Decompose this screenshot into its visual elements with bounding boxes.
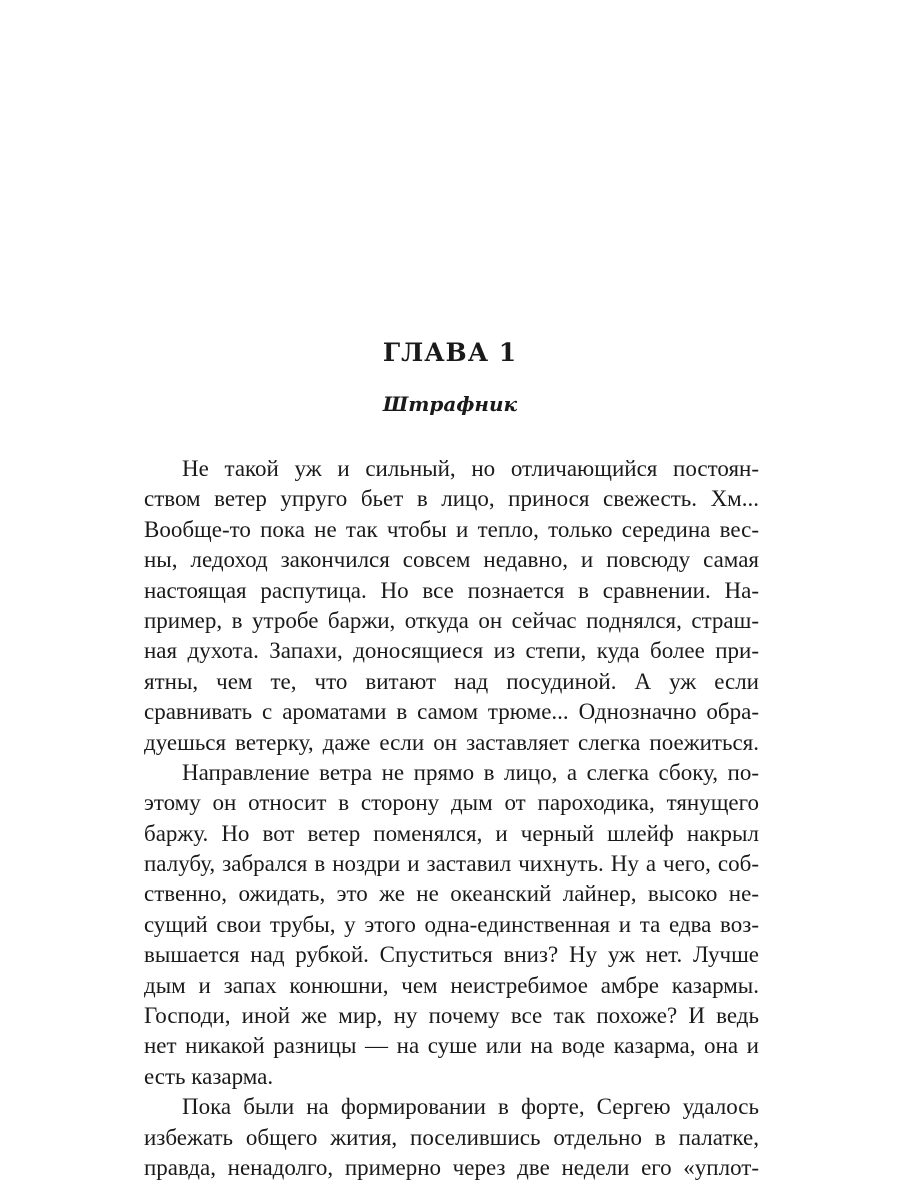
text-line: правда, ненадолго, примерно через две недели его «уплот-: [144, 1154, 759, 1180]
text-line: Направление ветра не прямо в лицо, а слегка сбоку, по-: [182, 759, 759, 785]
text-line: Господи, иной же мир, ну почему все так похоже? И ведь: [144, 1003, 759, 1029]
text-line: пример, в утробе баржи, откуда он сейчас поднялся, страш-: [144, 607, 759, 633]
text-line: настоящая распутица. Но все познается в сравнении. На-: [144, 577, 759, 603]
text-line: сравнивать с ароматами в самом трюме... Однозначно обра-: [144, 699, 759, 725]
text-line: палубу, забрался в ноздри и заставил чихнуть. Ну а чего, соб-: [144, 851, 759, 877]
text-line: этому он относит в сторону дым от пароходика, тянущего: [144, 790, 759, 816]
text-line: сущий свои трубы, у этого одна-единственная и та едва воз-: [144, 911, 759, 937]
text-line: Не такой уж и сильный, но отличающийся постоян-: [182, 456, 759, 481]
text-line: ная духота. Запахи, доносящиеся из степи, куда более при-: [144, 638, 759, 664]
text-line: ственно, ожидать, это же не океанский лайнер, высоко не-: [144, 881, 759, 907]
text-line: дым и запах конюшни, чем неистребимое амбре казармы.: [144, 972, 759, 998]
text-line: избежать общего жития, поселившись отдельно в палатке,: [144, 1124, 759, 1150]
chapter-subtitle: Штрафник: [382, 392, 518, 416]
text-line: нет никакой разницы — на суше или на воде казарма, она и: [144, 1033, 759, 1059]
text-line: вышается над рубкой. Спуститься вниз? Ну уж нет. Лучше: [144, 942, 759, 968]
text-line: Вообще-то пока не так чтобы и тепло, только середина вес-: [144, 516, 759, 542]
chapter-body: [144, 454, 759, 1183]
text-line: есть казарма.: [144, 1063, 274, 1089]
text-line: ством ветер упруго бьет в лицо, принося свежесть. Хм...: [144, 486, 759, 512]
text-line: дуешься ветерку, даже если он заставляет слегка поежиться.: [144, 729, 759, 755]
text-line: Пока были на формировании в форте, Сергею удалось: [182, 1094, 759, 1120]
text-line: ны, ледоход закончился совсем недавно, и повсюду самая: [144, 547, 759, 573]
chapter-title: ГЛАВА 1: [382, 338, 518, 367]
text-line: ятны, чем те, что витают над посудиной. А уж если: [144, 668, 759, 694]
text-line: баржу. Но вот ветер поменялся, и черный шлейф накрыл: [144, 820, 759, 846]
